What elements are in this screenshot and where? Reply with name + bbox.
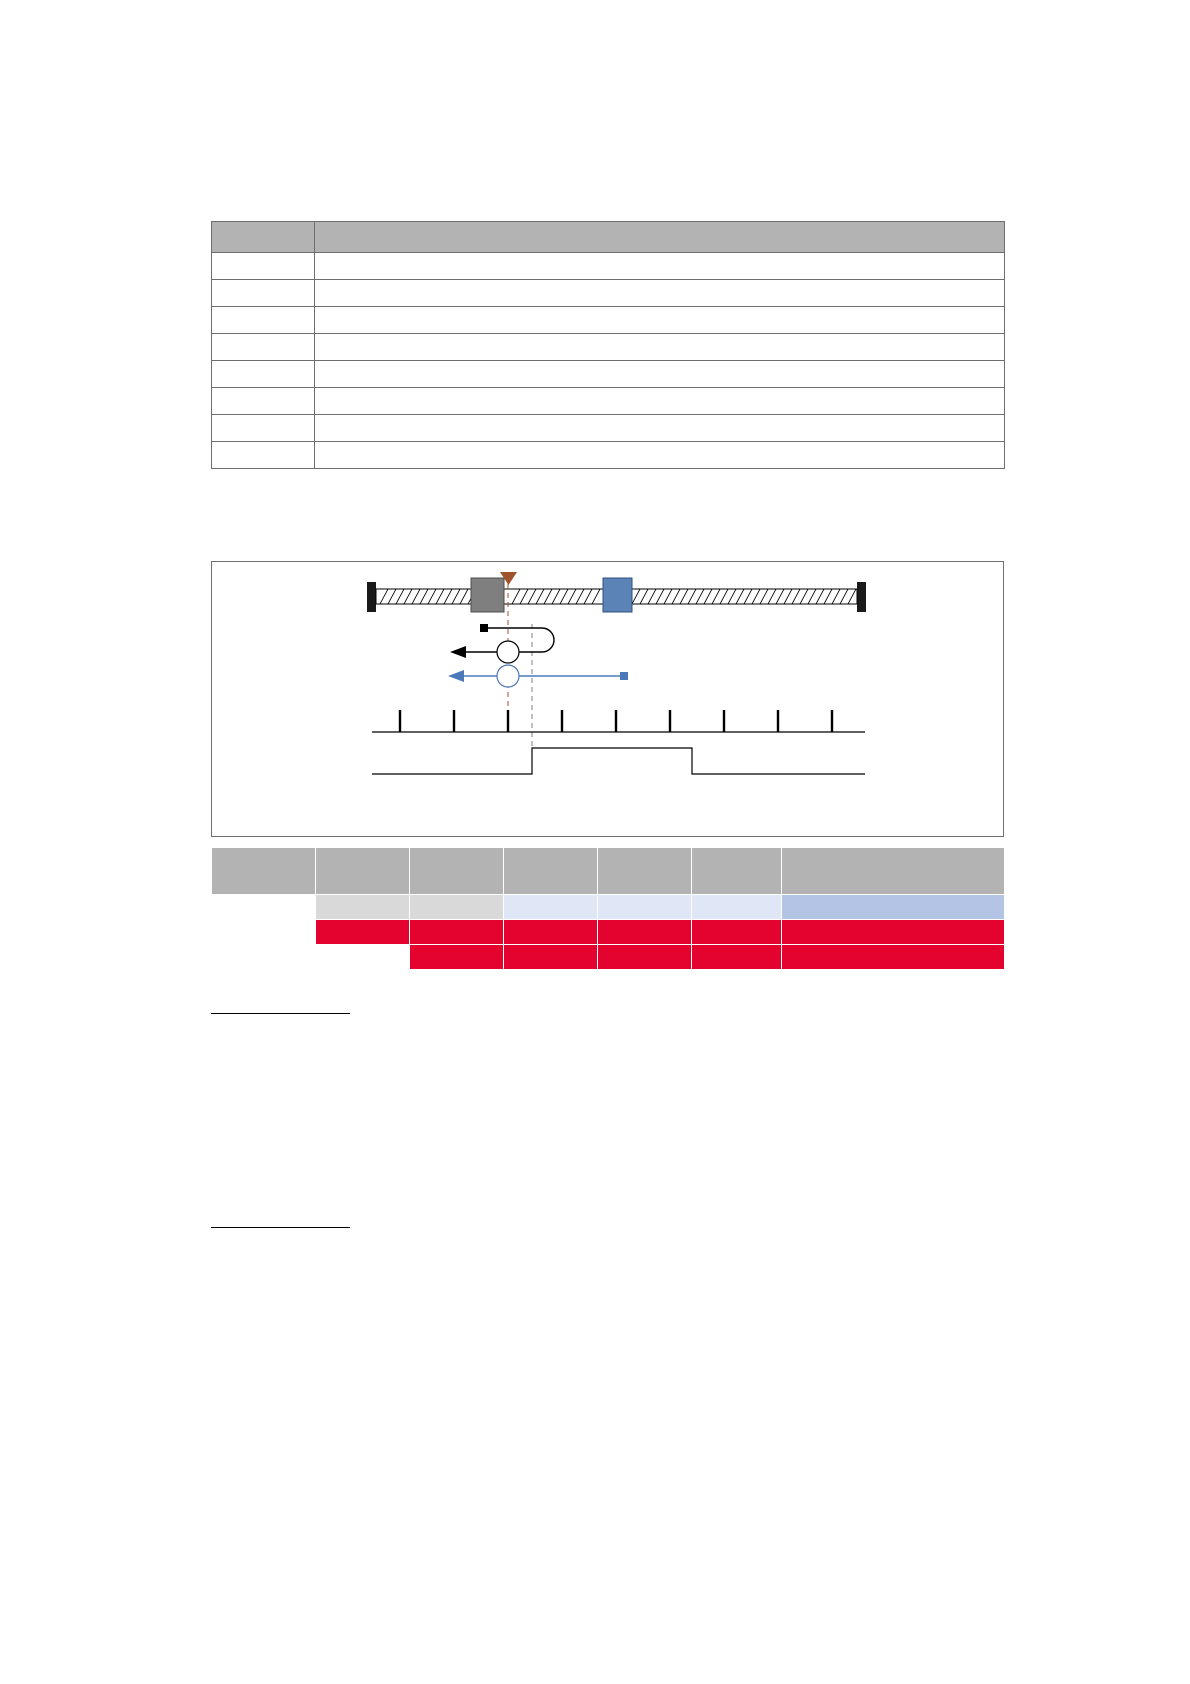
motion-node-black-icon [497, 641, 519, 663]
table-cell-key [212, 442, 315, 469]
table-row [212, 415, 1005, 442]
table-cell-value [315, 253, 1005, 280]
state-header-cell-6 [692, 848, 782, 895]
state-cell [504, 895, 598, 920]
state-cell [504, 945, 598, 970]
table-cell-value [315, 388, 1005, 415]
state-cell [782, 945, 1005, 970]
state-cell [598, 945, 692, 970]
state-header-cell-1 [212, 848, 316, 895]
table-row [212, 334, 1005, 361]
moving-slider-block [471, 578, 504, 612]
table-row [212, 442, 1005, 469]
table-cell-key [212, 415, 315, 442]
state-header-cell-4 [504, 848, 598, 895]
state-cell [410, 920, 504, 945]
index-pulse-group [400, 710, 832, 732]
state-cell [316, 920, 410, 945]
table-cell-key [212, 307, 315, 334]
parameter-table [211, 221, 1005, 469]
state-header-cell-3 [410, 848, 504, 895]
table-header-row [212, 222, 1005, 253]
table-cell-key [212, 361, 315, 388]
state-cell [598, 920, 692, 945]
table-row [212, 388, 1005, 415]
footnote-separator-2 [211, 1227, 350, 1228]
state-table-row [212, 895, 1005, 920]
table-cell-value [315, 361, 1005, 388]
state-cell [692, 920, 782, 945]
table-cell-value [315, 442, 1005, 469]
homing-method-figure [211, 561, 1004, 837]
table-header-cell-2 [315, 222, 1005, 253]
table-row [212, 253, 1005, 280]
table-cell-key [212, 334, 315, 361]
footnote-separator-1 [211, 1013, 350, 1014]
state-cell [782, 895, 1005, 920]
motion-node-blue-icon [497, 665, 519, 687]
table-cell-key [212, 253, 315, 280]
state-cell [598, 895, 692, 920]
table-header-cell-1 [212, 222, 315, 253]
table-row [212, 361, 1005, 388]
table-cell-value [315, 307, 1005, 334]
motion-arrow-blue-icon [448, 670, 464, 682]
motion-arrow-black-icon [450, 646, 466, 658]
table-cell-value [315, 334, 1005, 361]
state-cell [782, 920, 1005, 945]
state-header-cell-5 [598, 848, 692, 895]
negative-limit-stop-icon [367, 582, 376, 612]
state-legend-table [211, 847, 1005, 970]
state-cell [504, 920, 598, 945]
state-cell [692, 945, 782, 970]
state-cell [316, 945, 410, 970]
figure-svg [212, 562, 1001, 834]
state-cell [212, 945, 316, 970]
table-row [212, 307, 1005, 334]
state-cell [692, 895, 782, 920]
table-row [212, 280, 1005, 307]
state-cell [212, 920, 316, 945]
state-cell [212, 895, 316, 920]
positive-limit-stop-icon [857, 582, 866, 612]
state-cell [410, 945, 504, 970]
state-table-row [212, 920, 1005, 945]
table-cell-value [315, 280, 1005, 307]
home-switch-block [603, 578, 632, 612]
state-table-header-row [212, 848, 1005, 895]
table-cell-key [212, 280, 315, 307]
state-header-cell-2 [316, 848, 410, 895]
state-table-row [212, 945, 1005, 970]
home-switch-signal-trace [372, 748, 865, 774]
state-cell [410, 895, 504, 920]
state-header-cell-7 [782, 848, 1005, 895]
state-cell [316, 895, 410, 920]
table-cell-key [212, 388, 315, 415]
table-cell-value [315, 415, 1005, 442]
